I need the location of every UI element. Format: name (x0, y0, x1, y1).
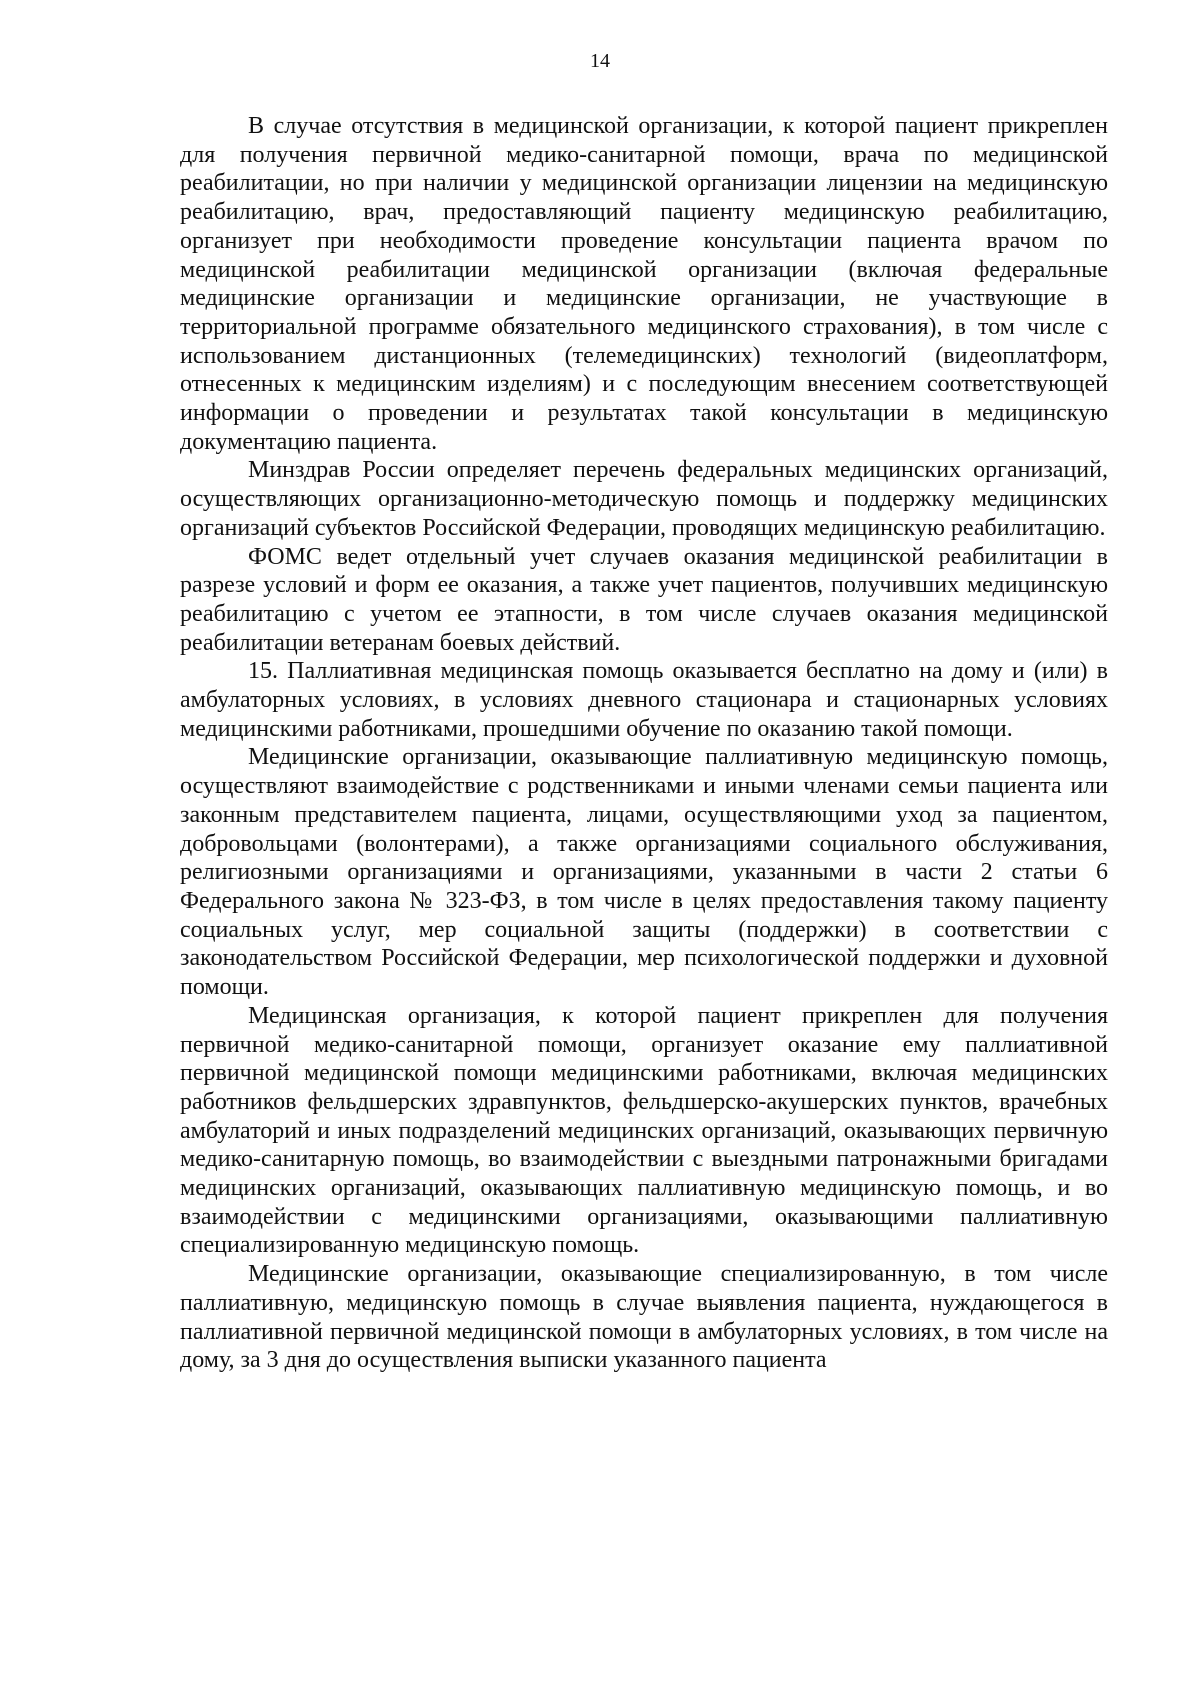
paragraph-palliative-care: 15. Паллиативная медицинская помощь оказывается бесплатно на дому и (или) в амбулаторных условиях, в условиях дневного стационара и стационарных условиях медицинскими работниками, прошедшими обучение по оказанию такой помощи. (180, 658, 1108, 742)
paragraph-primary-palliative: Медицинская организация, к которой пациент прикреплен для получения первичной медико-санитарной помощи, организует оказание ему паллиативной первичной медицинской помощи медицинскими работниками, включая медицинских работников фельдшерских здравпунктов, фельдшерско-акушерских пунктов, врачебных амбулаторий и иных подразделений медицинских организаций, оказывающих первичную медико-санитарную помощь, во взаимодействии с выездными патронажными бригадами медицинских организаций, оказывающих паллиативную медицинскую помощь, и во взаимодействии с медицинскими организациями, оказывающими паллиативную специализированную медицинскую помощь. (180, 1002, 1108, 1259)
page-number: 14 (590, 50, 610, 72)
paragraph-foms-accounting: ФОМС ведет отдельный учет случаев оказания медицинской реабилитации в разрезе условий и форм ее оказания, а также учет пациентов, получивших медицинскую реабилитацию с учетом ее этапности, в том числе случаев оказания медицинской реабилитации ветеранам боевых действий. (180, 543, 1108, 656)
document-body (180, 112, 1108, 1375)
paragraph-specialized-palliative: Медицинские организации, оказывающие специализированную, в том числе паллиативную, медицинскую помощь в случае выявления пациента, нуждающегося в паллиативной первичной медицинской помощи в амбулаторных условиях, в том числе на дому, за 3 дня до осуществления выписки указанного пациента (180, 1261, 1108, 1374)
paragraph-palliative-interaction: Медицинские организации, оказывающие паллиативную медицинскую помощь, осуществляют взаимодействие с родственниками и иными членами семьи пациента или законным представителем пациента, лицами, осуществляющими уход за пациентом, добровольцами (волонтерами), а также организациями социального обслуживания, религиозными организациями и организациями, указанными в части 2 статьи 6 Федерального закона № 323-ФЗ, в том числе в целях предоставления такому пациенту социальных услуг, мер социальной защиты (поддержки) в соответствии с законодательством Российской Федерации, мер психологической поддержки и духовной помощи. (180, 744, 1108, 1001)
paragraph-rehab-consultation: В случае отсутствия в медицинской организации, к которой пациент прикреплен для получения первичной медико-санитарной помощи, врача по медицинской реабилитации, но при наличии у медицинской организации лицензии на медицинскую реабилитацию, врач, предоставляющий пациенту медицинскую реабилитацию, организует при необходимости проведение консультации пациента врачом по медицинской реабилитации медицинской организации (включая федеральные медицинские организации и медицинские организации, не участвующие в территориальной программе обязательного медицинского страхования), в том числе с использованием дистанционных (телемедицинских) технологий (видеоплатформ, отнесенных к медицинским изделиям) и с последующим внесением соответствующей информации о проведении и результатах такой консультации в медицинскую документацию пациента. (180, 113, 1108, 455)
paragraph-minzdrav-list: Минздрав России определяет перечень федеральных медицинских организаций, осуществляющих организационно-методическую помощь и поддержку медицинских организаций субъектов Российской Федерации, проводящих медицинскую реабилитацию. (180, 457, 1108, 541)
